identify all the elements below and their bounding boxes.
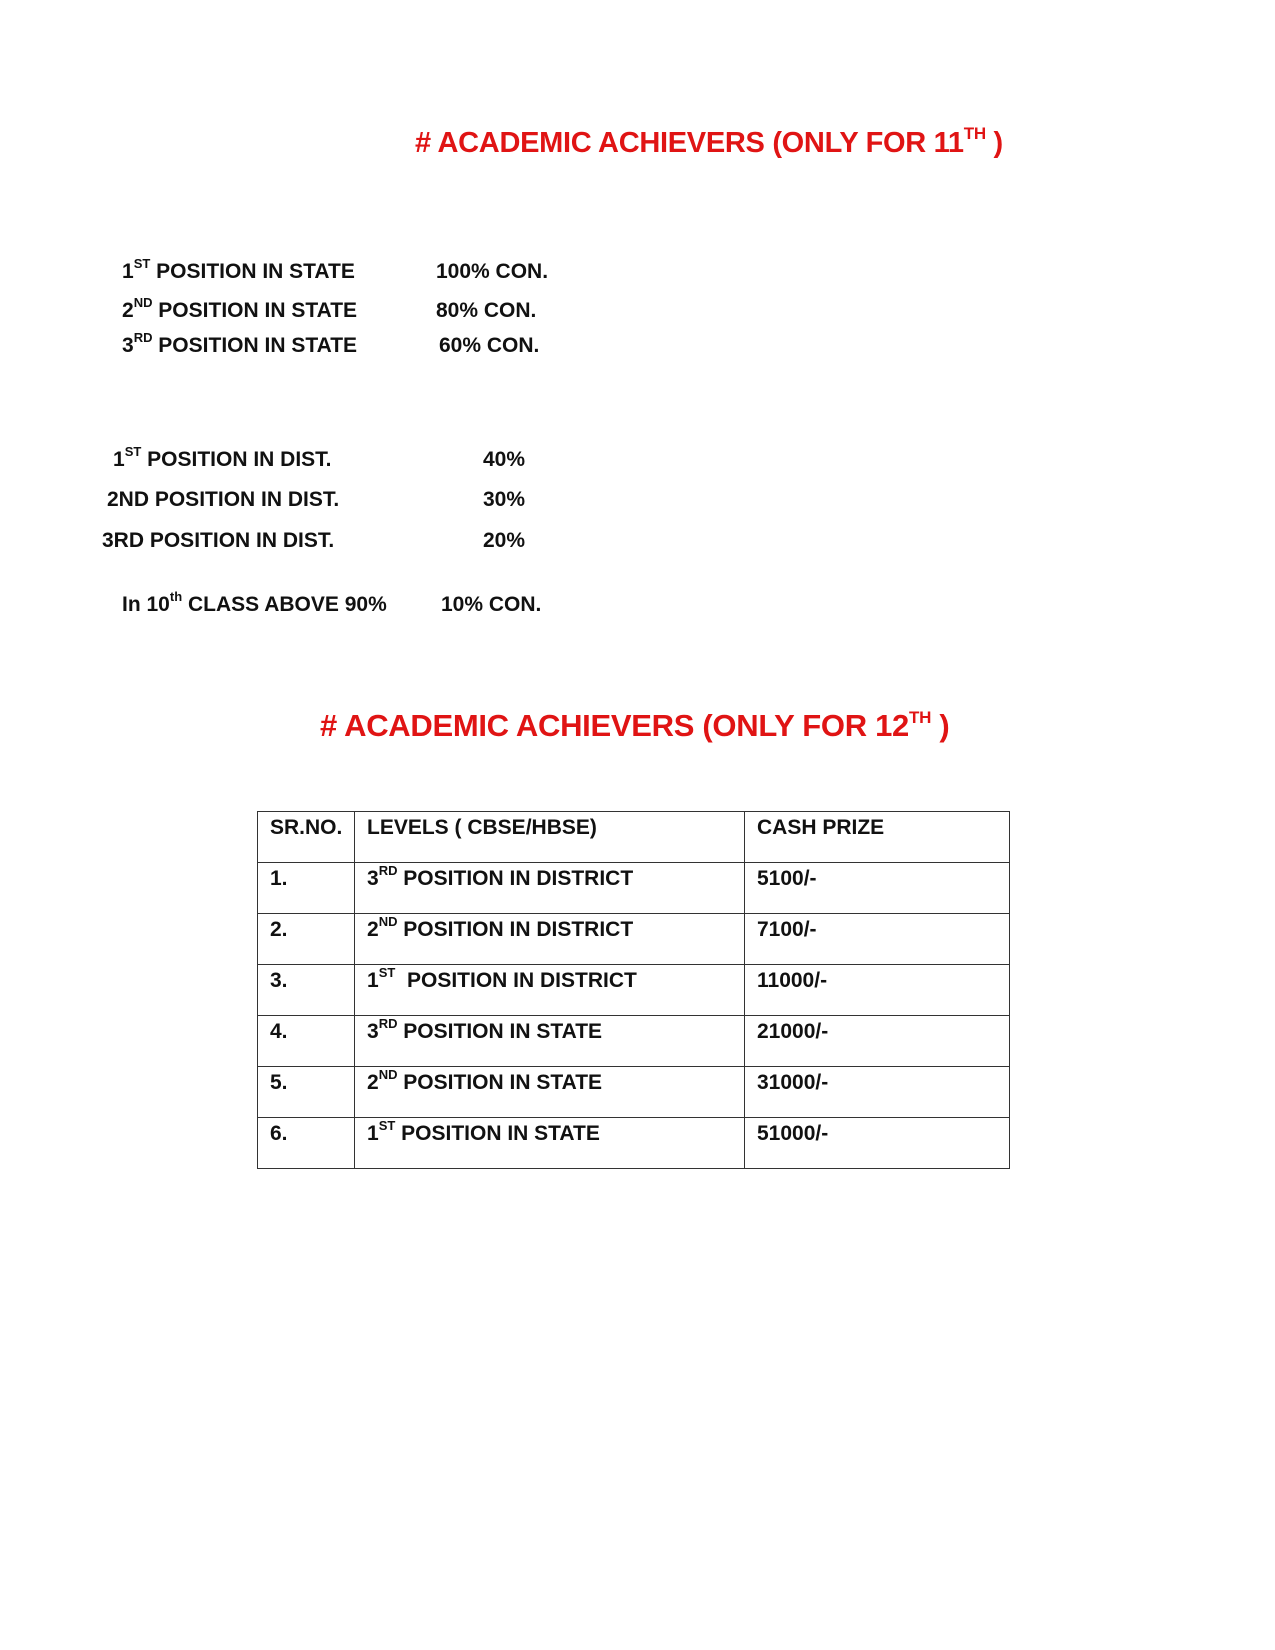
prize-cell: 5100/- (745, 863, 1010, 914)
level-text: POSITION IN DISTRICT (395, 969, 637, 992)
cash-prize-table (257, 811, 1010, 1169)
ordinal-number: 2 (367, 918, 379, 941)
position-label: POSITION IN DIST. (141, 448, 332, 471)
table-header-row (258, 812, 1010, 863)
prize-cell: 31000/- (745, 1067, 1010, 1118)
state-position-label (122, 330, 358, 358)
table-row (258, 914, 1010, 965)
heading-12th-close: ) (931, 708, 950, 743)
ordinal-number: 3 (122, 334, 134, 357)
state-position-label (122, 295, 358, 323)
dist-position-value: 30% (483, 488, 526, 511)
table-row (258, 1118, 1010, 1169)
header-sr-no: SR.NO. (258, 812, 355, 863)
prize-cell: 21000/- (745, 1016, 1010, 1067)
header-cash-prize: CASH PRIZE (745, 812, 1010, 863)
prize-cell: 51000/- (745, 1118, 1010, 1169)
level-text: POSITION IN STATE (397, 1020, 603, 1043)
level-text: POSITION IN DISTRICT (397, 918, 634, 941)
sr-no-cell: 3. (258, 965, 355, 1016)
dist-position-label: 3RD POSITION IN DIST. (102, 529, 335, 552)
ordinal-suffix: ST (124, 444, 142, 459)
heading-11th-close: ) (985, 127, 1003, 159)
dist-position-label (113, 444, 332, 472)
heading-12th-sup: TH (908, 708, 932, 727)
table-row (258, 863, 1010, 914)
ordinal-suffix: RD (133, 330, 153, 345)
ordinal-suffix: ST (378, 1118, 396, 1133)
ordinal-number: 2 (367, 1071, 379, 1094)
dist-position-label: 2ND POSITION IN DIST. (107, 488, 340, 511)
level-cell (355, 1067, 745, 1118)
sr-no-cell: 4. (258, 1016, 355, 1067)
level-cell (355, 863, 745, 914)
class10-label (122, 589, 387, 617)
class10-post: CLASS ABOVE 90% (182, 593, 387, 616)
ordinal-number: 1 (367, 1122, 379, 1145)
ordinal-number: 3 (367, 867, 379, 890)
ordinal-suffix: ST (133, 256, 151, 271)
class10-pre: In 10 (122, 593, 170, 616)
ordinal-suffix: RD (378, 1016, 398, 1031)
heading-11th-text: # ACADEMIC ACHIEVERS (ONLY FOR 11 (415, 127, 964, 159)
sr-no-cell: 1. (258, 863, 355, 914)
dist-position-value: 20% (483, 529, 526, 552)
ordinal-suffix: RD (378, 863, 398, 878)
position-label: POSITION IN STATE (150, 260, 355, 283)
state-position-value: 60% CON. (439, 334, 540, 357)
ordinal-number: 1 (113, 448, 125, 471)
class10-value: 10% CON. (441, 593, 542, 616)
sr-no-cell: 5. (258, 1067, 355, 1118)
position-label: POSITION IN STATE (152, 334, 358, 357)
position-label: POSITION IN STATE (152, 299, 358, 322)
table-row (258, 1016, 1010, 1067)
state-position-label (122, 256, 355, 284)
table-row (258, 1067, 1010, 1118)
ordinal-suffix: ST (378, 965, 396, 980)
ordinal-number: 3 (367, 1020, 379, 1043)
heading-12th-text: # ACADEMIC ACHIEVERS (ONLY FOR 12 (320, 708, 909, 743)
sr-no-cell: 6. (258, 1118, 355, 1169)
heading-11th (415, 124, 1003, 160)
state-position-value: 80% CON. (436, 299, 537, 322)
level-text: POSITION IN STATE (397, 1071, 603, 1094)
ordinal-suffix: ND (378, 914, 398, 929)
level-cell (355, 1016, 745, 1067)
level-text: POSITION IN STATE (395, 1122, 600, 1145)
header-levels: LEVELS ( CBSE/HBSE) (355, 812, 745, 863)
level-text: POSITION IN DISTRICT (397, 867, 634, 890)
state-position-value: 100% CON. (436, 260, 549, 283)
level-cell (355, 914, 745, 965)
level-cell (355, 1118, 745, 1169)
ordinal-suffix: ND (378, 1067, 398, 1082)
table-row (258, 965, 1010, 1016)
class10-sup: th (169, 589, 183, 604)
prize-cell: 11000/- (745, 965, 1010, 1016)
ordinal-number: 2 (122, 299, 134, 322)
ordinal-suffix: ND (133, 295, 153, 310)
dist-position-value: 40% (483, 448, 526, 471)
heading-12th (320, 708, 949, 744)
ordinal-number: 1 (122, 260, 134, 283)
prize-cell: 7100/- (745, 914, 1010, 965)
sr-no-cell: 2. (258, 914, 355, 965)
level-cell (355, 965, 745, 1016)
heading-11th-sup: TH (963, 124, 986, 143)
ordinal-number: 1 (367, 969, 379, 992)
